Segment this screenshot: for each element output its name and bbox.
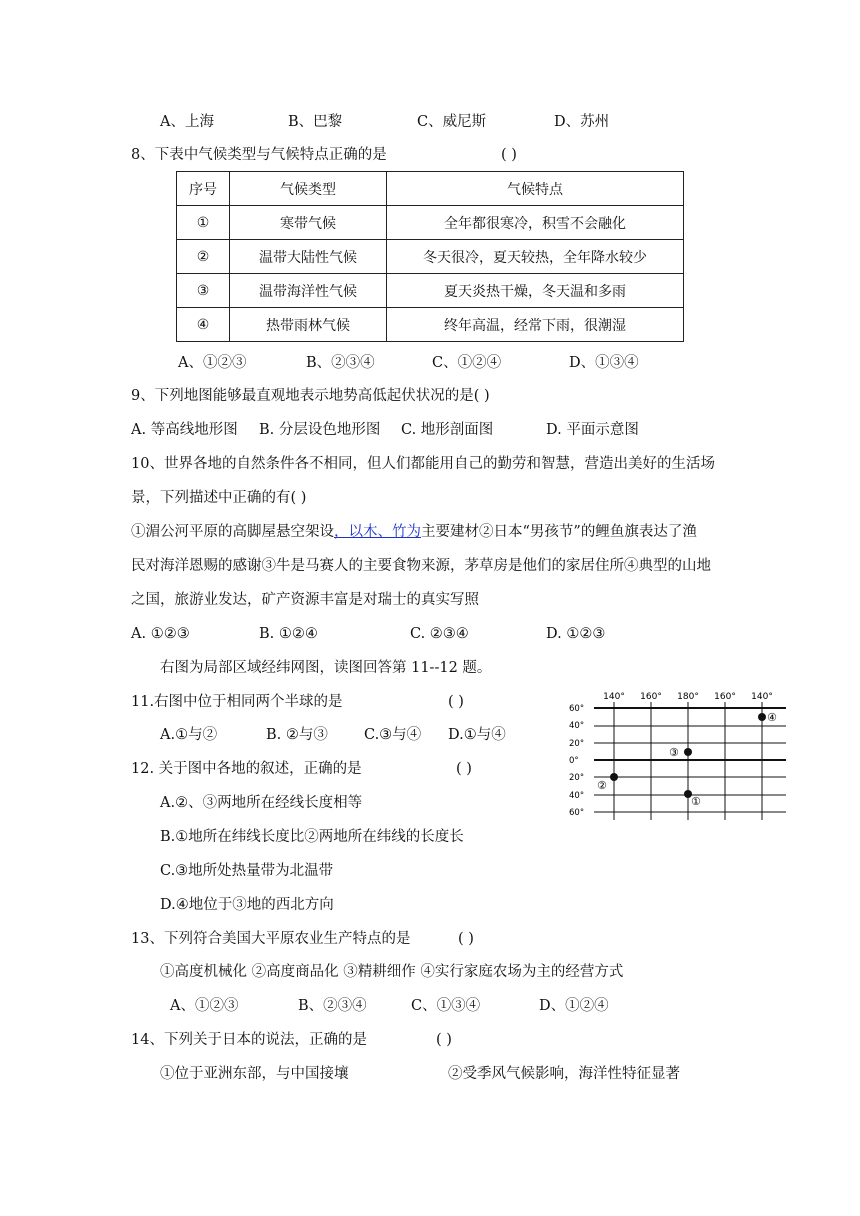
q13-option-d: D、①②④ bbox=[539, 998, 609, 1014]
q12-option-d: D.④地位于③地的西北方向 bbox=[160, 897, 334, 913]
lon-label: 180° bbox=[677, 692, 699, 702]
table-cell: ② bbox=[177, 240, 230, 274]
q14-item-1: ①位于亚洲东部，与中国接壤 bbox=[160, 1066, 349, 1082]
lat-label: 20° bbox=[569, 773, 585, 783]
q14-stem: 14、下列关于日本的说法，正确的是 bbox=[131, 1032, 367, 1048]
q9-option-d: D. 平面示意图 bbox=[546, 422, 639, 438]
climate-table bbox=[176, 171, 684, 342]
q10-line-3 bbox=[131, 522, 697, 542]
table-cell: 热带雨林气候 bbox=[230, 308, 387, 342]
table-cell: 温带海洋性气候 bbox=[230, 274, 387, 308]
point-4-marker bbox=[758, 713, 766, 721]
header-cell: 序号 bbox=[177, 172, 230, 206]
q13-stem: 13、下列符合美国大平原农业生产特点的是 bbox=[131, 931, 411, 947]
header-cell: 气候特点 bbox=[387, 172, 684, 206]
table-cell: 冬天很冷，夏天较热，全年降水较少 bbox=[387, 240, 684, 274]
table-cell: ① bbox=[177, 206, 230, 240]
lon-label: 160° bbox=[640, 692, 662, 702]
point-1-label: ① bbox=[691, 795, 701, 808]
q9-stem: 9、下列地图能够最直观地表示地势高低起伏状况的是( ) bbox=[131, 388, 490, 404]
q8-stem: 8、下表中气候类型与气候特点正确的是 bbox=[131, 147, 387, 163]
table-cell: 夏天炎热干燥，冬天温和多雨 bbox=[387, 274, 684, 308]
q8-option-c: C、①②④ bbox=[432, 355, 502, 371]
table-cell: 全年都很寒冷，积雪不会融化 bbox=[387, 206, 684, 240]
table-row bbox=[177, 206, 684, 240]
q13-option-c: C、①③④ bbox=[411, 998, 481, 1014]
q7-option-c: C、威尼斯 bbox=[417, 114, 487, 130]
table-cell: ③ bbox=[177, 274, 230, 308]
q10-option-a: A. ①②③ bbox=[131, 626, 190, 642]
intro-text: 右图为局部区域经纬网图，读图回答第 11--12 题。 bbox=[160, 660, 492, 676]
lat-lon-grid-map bbox=[566, 688, 788, 822]
q10-line-3-end: 主要建材②日本“男孩节”的鲤鱼旗表达了渔 bbox=[421, 524, 697, 540]
point-4-label: ④ bbox=[767, 711, 777, 724]
table-header-row bbox=[177, 172, 684, 206]
q13-items: ①高度机械化 ②高度商品化 ③精耕细作 ④实行家庭农场为主的经营方式 bbox=[160, 964, 624, 980]
table-row bbox=[177, 274, 684, 308]
q12-option-c: C.③地所处热量带为北温带 bbox=[160, 863, 334, 879]
q7-option-b: B、巴黎 bbox=[288, 114, 343, 130]
q13-answer-paren: ( ) bbox=[458, 931, 474, 947]
q13-option-a: A、①②③ bbox=[170, 998, 239, 1014]
q8-option-d: D、①③④ bbox=[569, 355, 639, 371]
q8-option-a: A、①②③ bbox=[178, 355, 247, 371]
q9-option-b: B. 分层设色地形图 bbox=[259, 422, 381, 438]
point-3-marker bbox=[684, 748, 692, 756]
q12-option-a: A.②、③两地所在经线长度相等 bbox=[160, 795, 363, 811]
q10-option-b: B. ①②④ bbox=[259, 626, 318, 642]
q11-option-a: A.①与② bbox=[160, 727, 218, 743]
point-2-marker bbox=[610, 773, 618, 781]
lon-label: 160° bbox=[714, 692, 736, 702]
q10-option-d: D. ①②③ bbox=[546, 626, 606, 642]
q11-option-d: D.①与④ bbox=[448, 727, 506, 743]
q9-option-c: C. 地形剖面图 bbox=[401, 422, 494, 438]
lat-label: 40° bbox=[569, 721, 585, 731]
q10-line-1: 10、世界各地的自然条件各不相同，但人们都能用自己的勤劳和智慧，营造出美好的生活场 bbox=[131, 456, 715, 472]
point-2-label: ② bbox=[597, 779, 607, 792]
table-cell: 温带大陆性气候 bbox=[230, 240, 387, 274]
table-cell: 寒带气候 bbox=[230, 206, 387, 240]
lat-label: 60° bbox=[569, 808, 585, 818]
q11-option-c: C.③与④ bbox=[364, 727, 422, 743]
point-3-label: ③ bbox=[669, 746, 679, 759]
table-row bbox=[177, 308, 684, 342]
q8-answer-paren: ( ) bbox=[501, 147, 517, 163]
q12-option-b: B.①地所在纬线长度比②两地所在纬线的长度长 bbox=[160, 829, 464, 845]
q11-option-b: B. ②与③ bbox=[266, 727, 328, 743]
q10-line-2: 景，下列描述中正确的有( ) bbox=[131, 490, 307, 506]
q12-stem: 12. 关于图中各地的叙述，正确的是 bbox=[131, 761, 362, 777]
q10-line-5: 之国，旅游业发达，矿产资源丰富是对瑞士的真实写照 bbox=[131, 592, 479, 608]
lon-label: 140° bbox=[603, 692, 625, 702]
q14-answer-paren: ( ) bbox=[436, 1032, 452, 1048]
lat-label: 40° bbox=[569, 791, 585, 801]
q14-item-2: ②受季风气候影响，海洋性特征显著 bbox=[448, 1066, 680, 1082]
q8-option-b: B、②③④ bbox=[306, 355, 375, 371]
q10-inline-link[interactable]: ，以木、竹为 bbox=[334, 524, 421, 540]
table-cell: 终年高温，经常下雨，很潮湿 bbox=[387, 308, 684, 342]
q12-answer-paren: ( ) bbox=[456, 761, 472, 777]
table-row bbox=[177, 240, 684, 274]
q7-option-d: D、苏州 bbox=[554, 114, 610, 130]
table-cell: ④ bbox=[177, 308, 230, 342]
header-cell: 气候类型 bbox=[230, 172, 387, 206]
q10-option-c: C. ②③④ bbox=[410, 626, 469, 642]
lat-label: 20° bbox=[569, 739, 585, 749]
q11-stem: 11.右图中位于相同两个半球的是 bbox=[131, 694, 343, 710]
lon-label: 140° bbox=[751, 692, 773, 702]
q9-option-a: A. 等高线地形图 bbox=[131, 422, 238, 438]
q10-line-4: 民对海洋恩赐的感谢③牛是马赛人的主要食物来源，茅草房是他们的家居住所④典型的山地 bbox=[131, 558, 711, 574]
q13-option-b: B、②③④ bbox=[298, 998, 367, 1014]
lat-label: 60° bbox=[569, 704, 585, 714]
lat-label: 0° bbox=[569, 756, 579, 766]
q11-answer-paren: ( ) bbox=[448, 694, 464, 710]
q7-option-a: A、上海 bbox=[160, 114, 214, 130]
q10-line-3-start: ①湄公河平原的高脚屋悬空架设 bbox=[131, 524, 334, 540]
